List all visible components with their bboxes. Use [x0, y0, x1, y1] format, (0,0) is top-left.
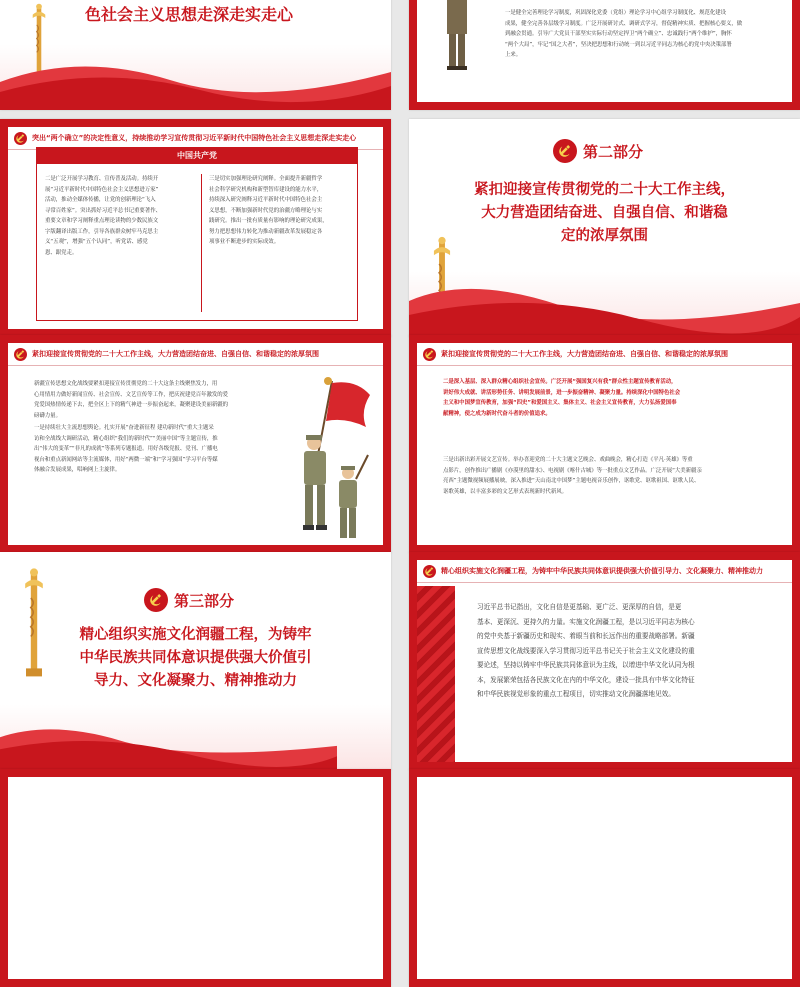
header-text: 紧扣迎接宣传贯彻党的二十大工作主线，大力营造团结奋进、自强自信、和谐稳定的浓厚氛围	[441, 350, 728, 358]
title-line: 导力、文化凝聚力、精神推动力	[94, 673, 297, 689]
red-flag-wave	[409, 279, 800, 337]
para-line: 上来。	[505, 52, 522, 58]
section-part-label: 第二部分	[583, 142, 644, 161]
section-heading	[553, 139, 643, 163]
slide-header	[417, 560, 792, 583]
para-line: 党爱国热情传递下去，把全区上下的精气神进一步振奋起来，凝聚建设美丽新疆的	[34, 402, 229, 408]
para-line: 持续深入研究阐释习近平新时代中国特色社会主	[209, 197, 323, 203]
para-line: 亮西”主题微视频展播展映，深入推进“天山南北中国梦”主题电视音乐创作，讴歌党、讴歌祖国、讴歌人民、	[443, 478, 700, 484]
section-title	[429, 179, 780, 248]
slide-section-2	[409, 119, 800, 337]
para-line: 二是深入基层、深入群众精心组织社会宣传。广泛开展“强国复兴有我”群众性主题宣传教育活动，	[443, 379, 677, 385]
party-emblem-icon	[423, 565, 436, 578]
banner-title: 中国共产党	[37, 148, 357, 164]
slide-content-5	[0, 335, 391, 553]
para-line: 视台和重点新闻网站等主流媒体，用好“两微一端”和“学习强国”学习平台等媒	[34, 456, 218, 463]
slide-frame	[409, 769, 800, 987]
mountain-pattern-icon	[417, 586, 455, 762]
slide-content-8	[409, 552, 800, 770]
para-line: 一是健全完善理论学习制度，巩固深化党委（党组）理论学习中心组学习制度化、规范化建设	[505, 10, 727, 16]
party-emblem-badge	[553, 139, 577, 163]
party-emblem-icon	[556, 142, 574, 160]
para-line: 磅礴力量。	[34, 412, 61, 419]
red-flag-wave	[0, 720, 337, 770]
para-line: 义“五观”，增强“五个认同”，听党话、感党	[45, 239, 148, 245]
slide2-text	[505, 8, 775, 61]
para-line: 心用情用力做好新闻宣传、社会宣传、文艺宣传等工作，把庆祝建党百年激发的爱	[34, 391, 229, 398]
soldier-figure-icon	[437, 0, 477, 74]
para-line: 二是广泛开展学习教育、宣传普及活动。持续开	[45, 176, 159, 182]
header-text: 精心组织实施文化润疆工程，为铸牢中华民族共同体意识提供强大价值引导力、文化凝聚力、精神推动力	[441, 567, 763, 575]
column-left	[45, 174, 191, 258]
title-line: 定的浓厚氛围	[561, 228, 648, 244]
slide-partial-9	[0, 769, 391, 987]
title-line: 大力营造团结奋进、自强自信、和谐稳	[481, 205, 728, 221]
slide-header	[417, 343, 792, 366]
para-line: 恩、跟党走。	[45, 249, 78, 256]
para-line: 社会科学研究机构和新型智库建设的能力水平，	[209, 186, 323, 193]
para-line: “两个大局”，牢记“国之大者”，坚决把思想和行动统一到以习近平同志为核心的党中央决策部署	[505, 41, 732, 48]
party-emblem-icon	[14, 348, 27, 361]
content-box	[36, 147, 358, 321]
party-emblem-badge	[144, 588, 168, 612]
para-line: 要论述，坚持以铸牢中华民族共同体意识为主线，以增进中华文化认同为根	[477, 661, 695, 669]
para-line: 三是切实加强理论研究阐释。全面提升新疆哲学	[209, 176, 323, 182]
column-right	[209, 174, 353, 248]
title-line: 精心组织实施文化润疆工程，为铸牢	[79, 627, 312, 643]
title-line: 紧扣迎接宣传贯彻党的二十大工作主线，	[474, 182, 735, 198]
slide-content-6	[409, 335, 800, 553]
section-title	[20, 624, 371, 693]
slide6-red-text	[443, 377, 773, 419]
huabiao-pillar-icon	[22, 562, 46, 682]
party-emblem-icon	[14, 132, 27, 145]
para-line: 习近平总书记指出，文化自信是更基础、更广泛、更深厚的自信，是更	[477, 603, 682, 611]
slide5-text	[34, 379, 279, 476]
party-emblem-icon	[147, 591, 165, 609]
header-text: 突出“两个确立”的决定性意义，持续推动学习宣传贯彻习近平新时代中国特色社会主义思想走深走实走心	[32, 134, 357, 142]
para-line: 献精神，使之成为新时代奋斗者的价值追求。	[443, 410, 551, 417]
red-flag-icon	[326, 382, 370, 427]
para-line: 出“伟大的变革”“非凡的成就”等系列专题报道。用好各级党报、党刊、广播电	[34, 446, 218, 452]
section-heading	[144, 588, 234, 612]
para-line: 践研究。推出一批有质量有影响的理论研究成果，	[209, 218, 328, 224]
party-emblem-icon	[423, 348, 436, 361]
slide-title-1	[0, 0, 391, 110]
para-line: 努力把思想伟力转化为推动新疆改革发展稳定各	[209, 228, 323, 235]
para-line: 重要文章和学习阐释重点理论读物的少数民族文	[45, 218, 159, 224]
slide-section-3	[0, 552, 391, 770]
para-line: 本，发展繁荣包括各民族文化在内的中华文化，建设一批具有中华文化特征	[477, 675, 695, 684]
para-line: 字版翻译出版工作，引导各族群众树牢马克思主	[45, 228, 159, 235]
para-line: 展“习近平新时代中国特色社会主义思想进万家”	[45, 186, 159, 193]
para-line: 宣传思想文化战线要深入学习贯彻习近平总书记关于社会主义文化建设的重	[477, 646, 695, 655]
para-line: 讲好伟大成就、讲活形势任务、讲明发展前景，进一步振奋精神、凝聚力量。持续深化中国特色社会	[443, 389, 681, 396]
para-line: 点影片，创作推出广播剧《亦漠里的甜水》、电视剧《喀什古城》等一批重点文艺作品。广泛开展“大美新疆亲	[443, 467, 702, 474]
red-flag-wave	[0, 52, 391, 110]
para-line: 活动，推动全媒体传播，让党的创新理论“飞入	[45, 197, 156, 203]
slide8-text	[477, 600, 777, 702]
para-line: 的党中央基于新疆历史和现实、着眼当前和长远作出的重要战略部署。新疆	[477, 632, 695, 640]
soldier-figure-icon	[303, 435, 327, 530]
section-part-label: 第三部分	[174, 591, 235, 610]
para-line: 体融合发展成果，唱响网上主旋律。	[34, 467, 121, 473]
para-line: 项事业不断进步的实际成效。	[209, 239, 280, 245]
header-text: 紧扣迎接宣传贯彻党的二十大工作主线，大力营造团结奋进、自强自信、和谐稳定的浓厚氛围	[32, 350, 319, 358]
slide6-text	[443, 455, 773, 497]
para-line: 新疆宣传思想文化战线要紧扣迎接宣传贯彻党的二十大这条主线聚焦发力，用	[34, 381, 218, 387]
slide-frame	[0, 769, 391, 987]
red-flag-soldiers-illustration	[286, 375, 376, 545]
para-line: 和中华民族视觉形象的重点工程项目，切实推动文化润疆落地见效。	[477, 690, 675, 698]
para-line: 成果，健全完善各层级学习制度。广泛开展研讨式、调研式学习，督促精神实质、把握核心要义，做	[505, 20, 743, 27]
para-line: 寻常百姓家”。突出抓好习近平总书记重要著作、	[45, 207, 161, 214]
para-line: 主义和中国梦宣传教育，加强“四史”和爱国主义、集体主义、社会主义宣传教育，大力弘扬爱国奉	[443, 400, 677, 406]
para-line: 三是出新出彩开展文艺宣传。举办喜迎党的二十大主题文艺晚会、戏曲晚会，精心打造《平凡·英雄》等重	[443, 457, 693, 463]
slide-content-3	[0, 119, 391, 337]
slide-header	[8, 343, 383, 366]
para-line: 义思想，不断加强新时代党的治疆方略理论与实	[209, 207, 323, 214]
para-line: 一是持续壮大主流思想舆论。扎实开展“奋进新征程 建功新时代”重大主题采	[34, 425, 214, 431]
slide-partial-10	[409, 769, 800, 987]
para-line: 基本、更深沉、更持久的力量。实施文化润疆工程，是以习近平同志为核心	[477, 617, 695, 626]
para-line: 到融会贯通。引导广大党员干部坚实实际行动坚定捍卫“两个确立”、忠诚践行“两个维护”，胸怀	[505, 31, 732, 37]
soldier-figure-icon	[339, 455, 368, 538]
para-line: 访和全战线大调研活动，精心组织“我们的新时代”“美丽中国”等主题宣传，推	[34, 435, 218, 442]
para-line: 讴歌英雄，以丰富多彩的文艺形式表现新时代新风。	[443, 488, 567, 495]
slide-content-2	[409, 0, 800, 110]
slide-title-text: 色社会主义思想走深走实走心	[85, 5, 294, 24]
column-divider	[201, 174, 202, 312]
title-line: 中华民族共同体意识提供强大价值引	[79, 650, 312, 666]
slide-frame	[409, 335, 800, 553]
